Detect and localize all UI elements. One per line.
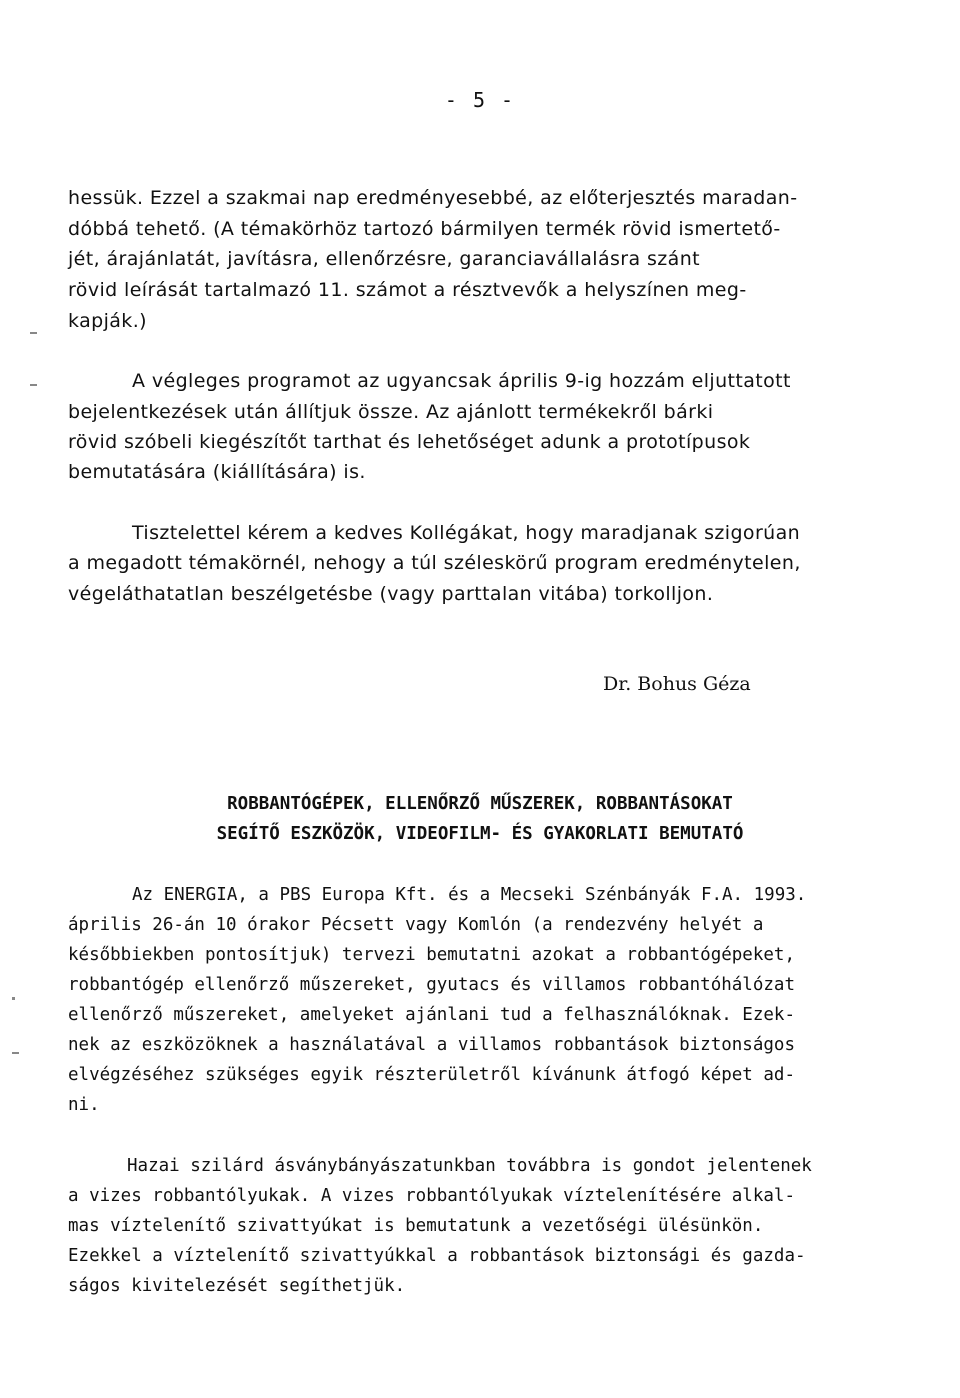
text-line: ságos kivitelezését segíthetjük. bbox=[68, 1276, 406, 1296]
text-line: Ezekkel a víztelenítő szivattyúkkal a robbantások biztonsági és gazda- bbox=[68, 1246, 806, 1266]
text-line: elvégzéséhez szükséges egyik részterületről kívánunk átfogó képet ad- bbox=[68, 1065, 795, 1085]
text-line: bejelentkezések után állítjuk össze. Az ajánlott termékekről bárki bbox=[68, 401, 714, 423]
text-line: Hazai szilárd ásványbányászatunkban továbbra is gondot jelentenek bbox=[127, 1156, 812, 1176]
text-line: A végleges programot az ugyancsak április 9-ig hozzám eljuttatott bbox=[132, 370, 791, 392]
text-line: ni. bbox=[68, 1095, 100, 1115]
text-line: nek az eszközöknek a használatával a villamos robbantások biztonságos bbox=[68, 1035, 795, 1055]
text-line: mas víztelenítő szivattyúkat is bemutatunk a vezetőségi ülésünkön. bbox=[68, 1216, 764, 1236]
text-line: Tisztelettel kérem a kedves Kollégákat, hogy maradjanak szigorúan bbox=[132, 522, 801, 544]
text-line: kapják.) bbox=[68, 310, 147, 332]
text-line: ellenőrző műszereket, amelyeket ajánlani tud a felhasználóknak. Ezek- bbox=[68, 1005, 795, 1025]
text-line: április 26-án 10 órakor Pécsett vagy Komlón (a rendezvény helyét a bbox=[68, 915, 764, 935]
text-line: hessük. Ezzel a szakmai nap eredményesebbé, az előterjesztés maradan- bbox=[68, 187, 798, 209]
text-line: jét, árajánlatát, javításra, ellenőrzésre, garanciavállalásra szánt bbox=[68, 248, 700, 270]
text-line: a vizes robbantólyukak. A vizes robbantólyukak víztelenítésére alkal- bbox=[68, 1186, 795, 1206]
signature: Dr. Bohus Géza bbox=[603, 673, 751, 695]
page-number: - 5 - bbox=[444, 88, 516, 112]
text-line: rövid szóbeli kiegészítőt tarthat és lehetőséget adunk a prototípusok bbox=[68, 431, 751, 453]
text-line: későbbiekben pontosítjuk) tervezi bemutatni azokat a robbantógépeket, bbox=[68, 945, 795, 965]
text-line: dóbbá tehető. (A témakörhöz tartozó bármilyen termék rövid ismertető- bbox=[68, 218, 781, 240]
scan-mark bbox=[12, 997, 15, 1000]
scan-mark bbox=[30, 332, 37, 334]
text-line: bemutatására (kiállítására) is. bbox=[68, 461, 366, 483]
text-line: robbantógép ellenőrző műszereket, gyutacs és villamos robbantóhálózat bbox=[68, 975, 795, 995]
text-line: a megadott témakörnél, nehogy a túl széleskörű program eredménytelen, bbox=[68, 552, 801, 574]
scan-mark bbox=[30, 384, 37, 386]
heading-line: SEGÍTŐ ESZKÖZÖK, VIDEOFILM- ÉS GYAKORLATI BEMUTATÓ bbox=[216, 824, 744, 844]
text-line: végeláthatatlan beszélgetésbe (vagy parttalan vitába) torkolljon. bbox=[68, 583, 714, 605]
heading-line: ROBBANTÓGÉPEK, ELLENŐRZŐ MŰSZEREK, ROBBANTÁSOKAT bbox=[227, 794, 733, 814]
text-line: Az ENERGIA, a PBS Europa Kft. és a Mecseki Szénbányák F.A. 1993. bbox=[132, 885, 807, 905]
scan-mark bbox=[12, 1052, 19, 1054]
text-line: rövid leírását tartalmazó 11. számot a résztvevők a helyszínen meg- bbox=[68, 279, 747, 301]
